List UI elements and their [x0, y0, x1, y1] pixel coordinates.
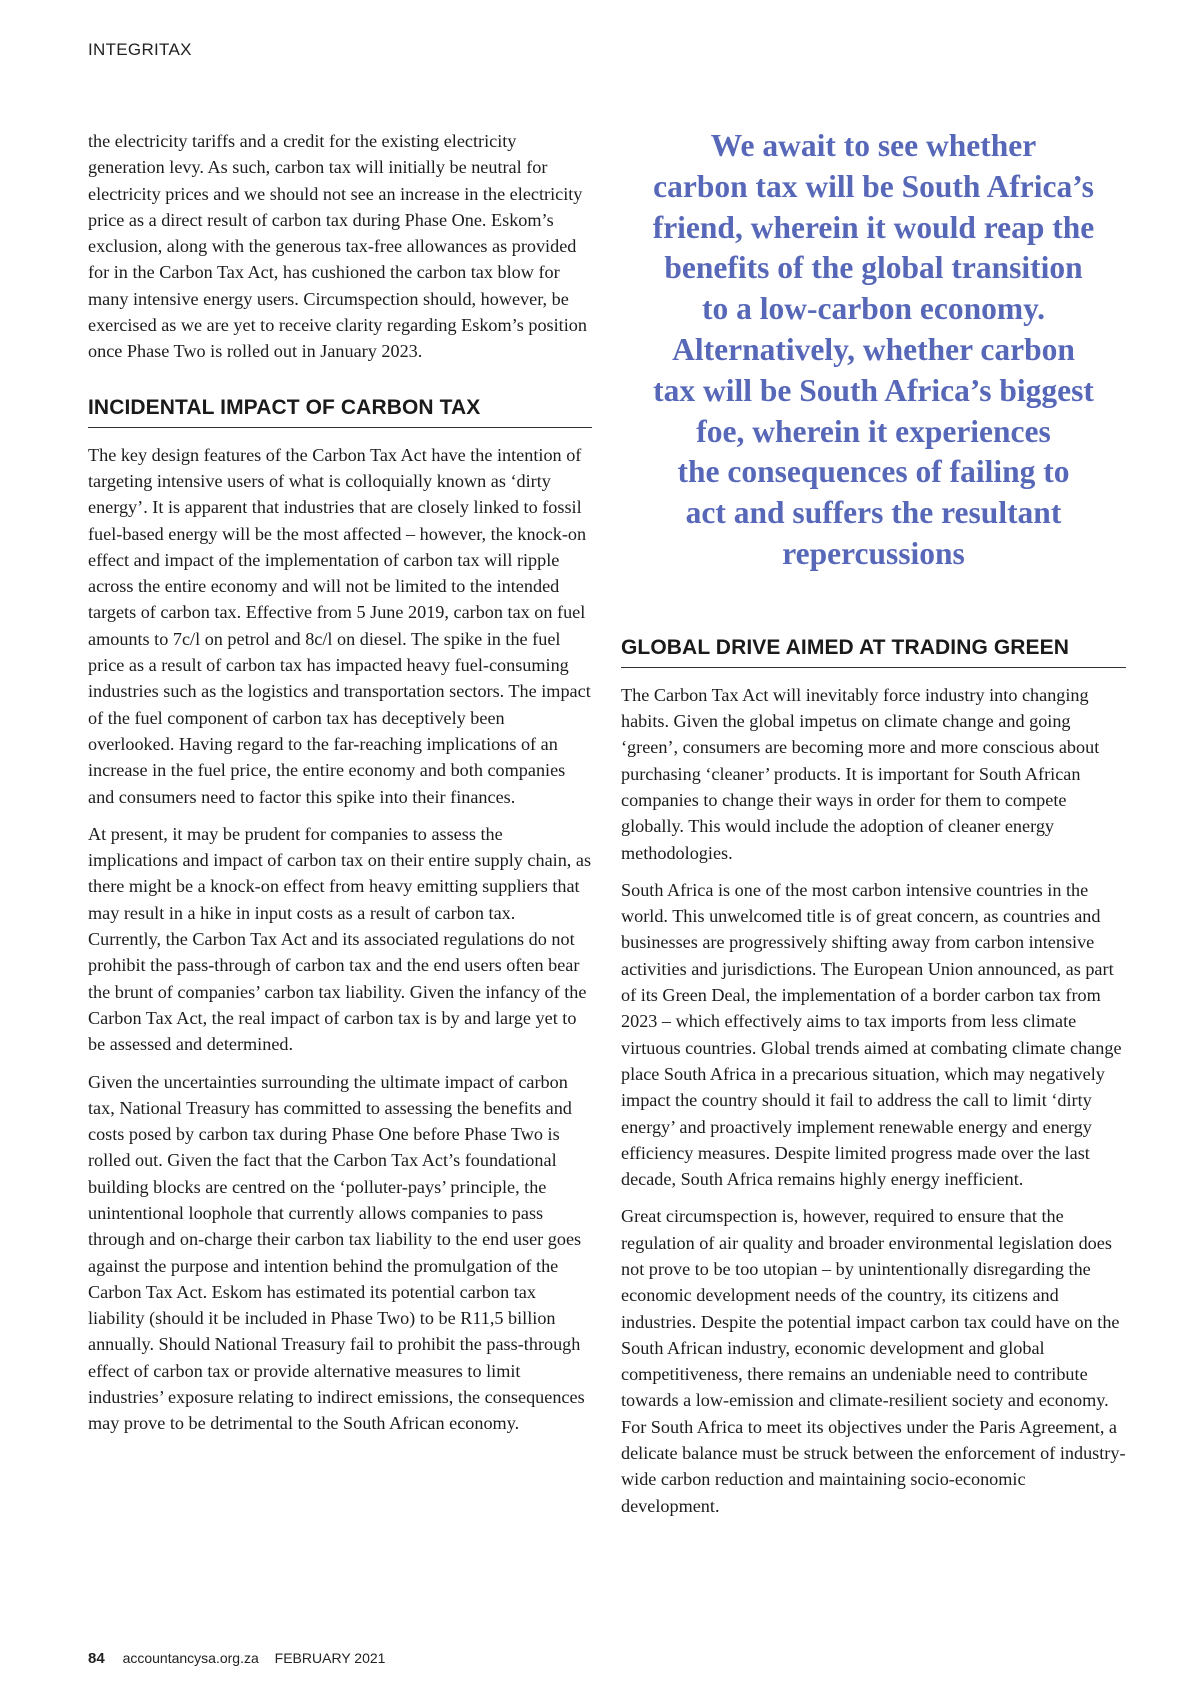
body-paragraph: The Carbon Tax Act will inevitably force industry into changing habits. Given the global impetus on climate change and going ‘green’, consumers are becoming more and more conscious about purchasing ‘cleaner’ products. It is important for South African companies to change their ways in order for them to compete globally. This would include the adoption of cleaner energy methodologies. [621, 684, 1100, 863]
body-paragraph: At present, it may be prudent for companies to assess the implications and impact of carbon tax on their entire supply chain, as there might be a knock-on effect from heavy emitting suppliers that may result in a hike in input costs as a result of carbon tax. Currently, the Carbon Tax Act and its associated regulations do not prohibit the pass-through of carbon tax and the end users often bear the brunt of companies’ carbon tax liability. Given the infancy of the Carbon Tax Act, the real impact of carbon tax is by and large yet to be assessed and determined. [88, 823, 592, 1055]
body-paragraph: Great circumspection is, however, required to ensure that the regulation of air quality and broader environmental legislation does not prove to be too utopian – by unintentionally disregarding the economic development needs of the country, its citizens and industries. Despite the potential impact carbon tax could have on the South African industry, economic development and global competitiveness, there remains an undeniable need to contribute towards a low-emission and climate-resilient society and economy. For South Africa to meet its objectives under the Paris Agreement, a delicate balance must be struck between the enforcement of industry-wide carbon reduction and maintaining socio-economic development. [621, 1206, 1126, 1516]
page-number: 84 [88, 1650, 105, 1667]
publication-header: INTEGRITAX [88, 40, 192, 59]
pull-quote-line: the consequences of failing to [677, 454, 1070, 490]
left-column [88, 128, 592, 1448]
body-paragraph: South Africa is one of the most carbon intensive countries in the world. This unwelcomed title is of great concern, as countries and businesses are progressively shifting away from carbon intensive activities and jurisdictions. The European Union announced, as part of its Green Deal, the implementation of a border carbon tax from 2023 – which effectively aims to tax imports from less climate virtuous countries. Global trends aimed at combating climate change place South Africa in a precarious situation, which may negatively impact the country should it fail to address the call to limit ‘dirty energy’ and proactively implement renewable energy and energy efficiency measures. Despite limited progress made over the last decade, South Africa remains highly energy inefficient. [621, 879, 1122, 1190]
pull-quote-line: tax will be South Africa’s biggest [653, 372, 1094, 408]
pull-quote [621, 126, 1126, 575]
section-heading-incidental-impact: INCIDENTAL IMPACT OF CARBON TAX [88, 395, 592, 428]
website-link[interactable]: accountancysa.org.za [122, 1650, 259, 1666]
page-footer [88, 1650, 385, 1667]
pull-quote-line: repercussions [782, 535, 965, 571]
right-column [621, 126, 1126, 1530]
pull-quote-line: act and suffers the resultant [685, 495, 1062, 531]
pull-quote-line: We await to see whether [710, 128, 1037, 163]
body-paragraph: The key design features of the Carbon Tax Act have the intention of targeting intensive users of what is colloquially known as ‘dirty energy’. It is apparent that industries that are closely linked to fossil fuel-based energy will be the most affected – however, the knock-on effect and impact of the implementation of carbon tax will ripple across the entire economy and will not be limited to the intended targets of carbon tax. Effective from 5 June 2019, carbon tax on fuel amounts to 7c/l on petrol and 8c/l on diesel. The spike in the fuel price as a result of carbon tax has impacted heavy fuel-consuming industries such as the logistics and transportation sectors. The impact of the fuel component of carbon tax has deceptively been overlooked. Having regard to the far-reaching implications of an increase in the fuel price, the entire economy and both companies and consumers need to factor this spike into their finances. [88, 444, 591, 807]
body-paragraph: Given the uncertainties surrounding the ultimate impact of carbon tax, National Treasury has committed to assessing the benefits and costs posed by carbon tax during Phase One before Phase Two is rolled out. Given the fact that the Carbon Tax Act’s foundational building blocks are centred on the ‘polluter-pays’ principle, the unintentional loophole that currently allows companies to pass through and on-charge their carbon tax liability to the end user goes against the purpose and intention behind the promulgation of the Carbon Tax Act. Eskom has estimated its potential carbon tax liability (should it be included in Phase Two) to be R11,5 billion annually. Should National Treasury fail to prohibit the pass-through effect of carbon tax or provide alternative measures to limit industries’ exposure relating to indirect emissions, the consequences may prove to be detrimental to the South African economy. [88, 1071, 585, 1434]
pull-quote-line: friend, wherein it would reap the [652, 209, 1095, 245]
pull-quote-line: to a low-carbon economy. [702, 291, 1045, 327]
section-heading-global-drive: GLOBAL DRIVE AIMED AT TRADING GREEN [621, 635, 1126, 668]
issue-date: FEBRUARY 2021 [274, 1650, 386, 1666]
pull-quote-line: Alternatively, whether carbon [672, 331, 1075, 367]
pull-quote-line: carbon tax will be South Africa’s [653, 168, 1094, 204]
pull-quote-line: foe, wherein it experiences [696, 413, 1051, 449]
intro-paragraph: the electricity tariffs and a credit for the existing electricity generation levy. As such, carbon tax will initially be neutral for electricity prices and we should not see an increase in the electricity price as a direct result of carbon tax during Phase One. Eskom’s exclusion, along with the generous tax-free allowances as provided for in the Carbon Tax Act, has cushioned the carbon tax blow for many intensive energy users. Circumspection should, however, be exercised as we are yet to receive clarity regarding Eskom’s position once Phase Two is rolled out in January 2023. [88, 131, 587, 362]
pull-quote-line: benefits of the global transition [664, 250, 1083, 286]
